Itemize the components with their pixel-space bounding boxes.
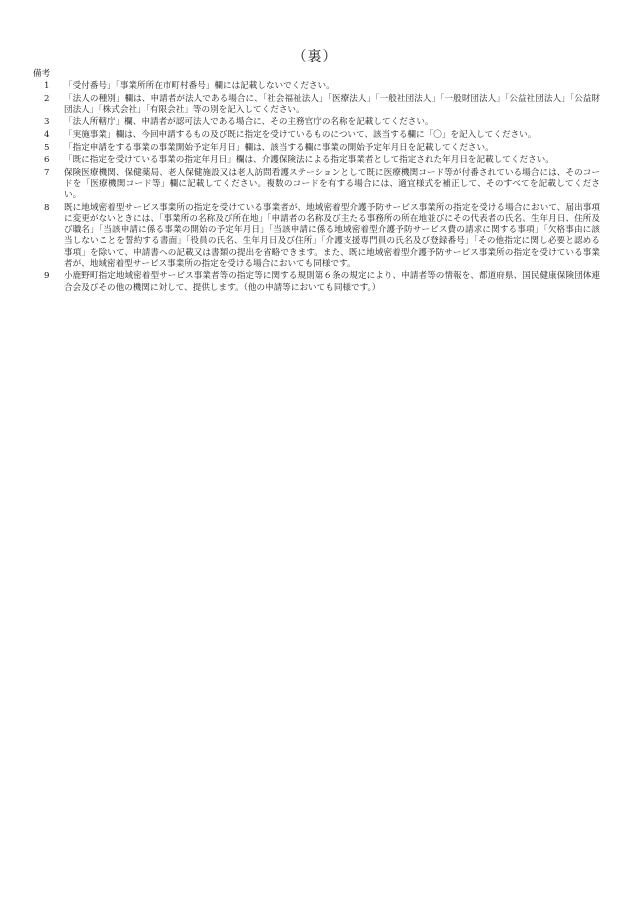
remarks-item-text: 「受付番号」「事業所所在市町村番号」欄には記載しないでください。	[64, 81, 335, 91]
remarks-item	[44, 130, 600, 141]
remarks-item-text: 「法人所轄庁」欄、申請者が認可法人である場合に、その主務官庁の名称を記載してください。	[64, 117, 434, 128]
remarks-label: 備考	[33, 69, 51, 79]
remarks-item	[44, 155, 600, 166]
page-heading: （裏）	[292, 49, 338, 65]
remarks-item-number: 1	[44, 81, 50, 91]
remarks-item	[44, 117, 600, 128]
remarks-item-number: 2	[44, 93, 50, 104]
remarks-list	[44, 81, 600, 295]
remarks-item	[44, 168, 600, 202]
remarks-item-number: 7	[44, 167, 50, 178]
remarks-item-number: 5	[44, 142, 50, 153]
remarks-item-number: 4	[44, 129, 50, 140]
remarks-item-text: 「指定申請をする事業の事業開始予定年月日」欄は、該当する欄に事業の開始予定年月日を記載してください。	[64, 142, 494, 153]
remarks-item-text: 「既に指定を受けている事業の指定年月日」欄は、介護保険法による指定事業者として指定された年月日を記載してください。	[64, 155, 554, 166]
remarks-item-number: 6	[44, 155, 50, 166]
remarks-item	[44, 81, 600, 92]
remarks-item-text: 小鹿野町指定地域密着型サービス事業者等の指定等に関する規則第６条の規定により、申請者等の情報を、都道府県、国民健康保険団体連合会及びその他の機関に対して、提供します。（他の申請等においても同様です。）	[64, 271, 600, 293]
remarks-item-text: 保険医療機関、保健薬局、老人保健施設又は老人訪問看護ステーションとして既に医療機関コード等が付番されている場合には、そのコードを「医療機関コード等」欄に記載してください。複数のコードを有する場合には、適宜様式を補正して、そのすべてを記載してください。	[64, 167, 600, 201]
remarks-item-number: 3	[44, 117, 50, 128]
remarks-item-number: 8	[44, 202, 50, 213]
remarks-item	[44, 94, 600, 116]
remarks-item-text: 「法人の種別」欄は、申請者が法人である場合に、「社会福祉法人」「医療法人」「一般社団法人」「一般財団法人」「公益社団法人」「公益財団法人」「株式会社」「有限会社」等の別を記入してください。	[64, 93, 600, 115]
remarks-item	[44, 271, 600, 293]
remarks-item-text: 既に地域密着型サービス事業所の指定を受けている事業者が、地域密着型介護予防サービス事業所の指定を受ける場合において、届出事項に変更がないときには、「事業所の名称及び所在地」「申請者の名称及び主たる事務所の所在地並びにその代表者の氏名、生年月日、住所及び職名」「当該申請に係る事業の開始の予定年月日」「当該申請に係る地域密着型介護予防サービス費の請求に関する事項」「欠格事由に該当しないことを誓約する書面」「役員の氏名、生年月日及び住所」「介護支援専門員の氏名及び登録番号」「その他指定に関し必要と認める事項」を除いて、申請書への記載又は書類の提出を省略できます。また、既に地域密着型介護予防サービス事業所の指定を受けている事業者が、地域密着型サービス事業所の指定を受ける場合においても同様です。	[64, 202, 600, 269]
remarks-item-text: 「実施事業」欄は、今回申請するもの及び既に指定を受けているものについて、該当する欄に「〇」を記入してください。	[64, 129, 537, 140]
remarks-item-number: 9	[44, 271, 50, 282]
remarks-item	[44, 203, 600, 270]
remarks-item	[44, 143, 600, 154]
